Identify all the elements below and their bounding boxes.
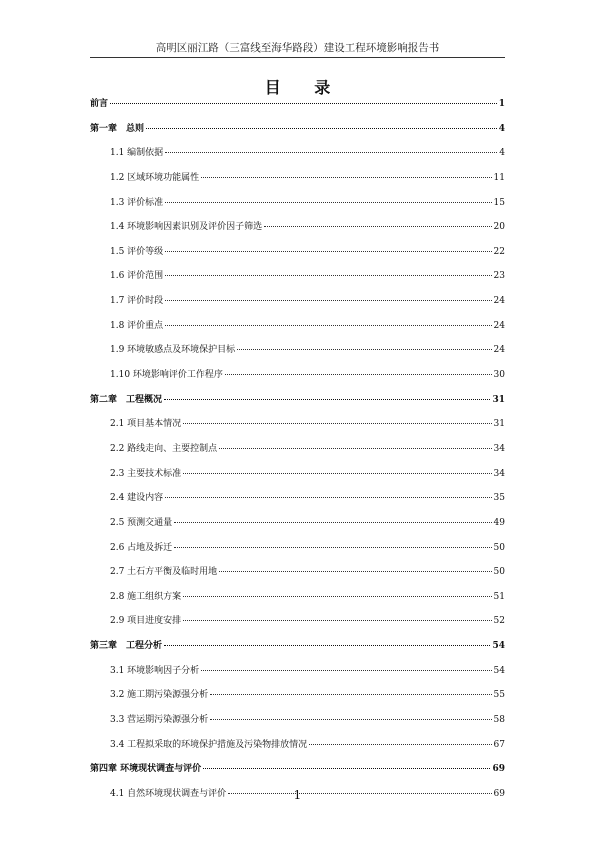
toc-dot-leader: [165, 497, 491, 498]
toc-entry-page: 51: [493, 591, 505, 602]
toc-entry-label: 1.1 编制依据: [110, 148, 164, 159]
toc-dot-leader: [210, 694, 491, 695]
toc-entry-page: 30: [493, 370, 505, 381]
toc-dot-leader: [183, 620, 491, 621]
toc-dot-leader: [183, 596, 491, 597]
toc-dot-leader: [165, 202, 491, 203]
toc-entry[interactable]: [90, 466, 505, 491]
toc-entry-label: 1.7 评价时段: [110, 296, 164, 307]
toc-dot-leader: [165, 275, 491, 276]
toc-entry-page: 58: [493, 715, 505, 726]
toc-entry-page: 20: [493, 222, 505, 233]
toc-entry-page: 4: [498, 123, 505, 134]
toc-dot-leader: [183, 473, 491, 474]
toc-entry[interactable]: [90, 663, 505, 688]
toc-entry-page: 22: [493, 246, 505, 257]
toc-entry[interactable]: [90, 244, 505, 269]
toc-dot-leader: [164, 399, 490, 400]
toc-entry[interactable]: [90, 195, 505, 220]
toc-entry[interactable]: [90, 145, 505, 170]
toc-dot-leader: [165, 251, 491, 252]
toc-entry[interactable]: [90, 490, 505, 515]
toc-entry-page: 11: [493, 172, 505, 183]
toc-entry-label: 2.9 项目进度安排: [110, 616, 182, 627]
toc-entry-page: 54: [493, 665, 505, 676]
toc-dot-leader: [165, 300, 491, 301]
toc-dot-leader: [146, 128, 497, 129]
toc-entry-page: 50: [493, 542, 505, 553]
toc-entry-label: 1.2 区域环境功能属性: [110, 172, 200, 183]
toc-entry-label: 2.2 路线走向、主要控制点: [110, 443, 218, 454]
toc-entry-page: 50: [493, 567, 505, 578]
toc-entry-label: 3.3 营运期污染源强分析: [110, 715, 209, 726]
toc-dot-leader: [201, 177, 491, 178]
page-title: 目 录: [264, 78, 345, 97]
toc-entry-page: 31: [493, 419, 505, 430]
toc-entry[interactable]: [90, 589, 505, 614]
toc-entry[interactable]: [90, 293, 505, 318]
toc-entry[interactable]: [90, 761, 505, 786]
toc-entry[interactable]: [90, 367, 505, 392]
toc-entry-page: 24: [493, 296, 505, 307]
toc-entry[interactable]: [90, 342, 505, 367]
toc-entry-label: 1.5 评价等级: [110, 246, 164, 257]
toc-entry[interactable]: [90, 564, 505, 589]
toc-entry[interactable]: [90, 441, 505, 466]
toc-entry-page: 35: [493, 493, 505, 504]
toc-dot-leader: [110, 103, 497, 104]
toc-entry-label: 1.3 评价标准: [110, 197, 164, 208]
toc-entry-page: 67: [493, 739, 505, 750]
toc-entry-label: 第二章 工程概况: [90, 394, 163, 405]
toc-entry-page: 23: [493, 271, 505, 282]
toc-entry-label: 2.5 预测交通量: [110, 517, 173, 528]
toc-dot-leader: [264, 226, 491, 227]
toc-dot-leader: [165, 325, 491, 326]
toc-entry[interactable]: [90, 96, 505, 121]
toc-dot-leader: [164, 645, 490, 646]
toc-entry-page: 24: [493, 345, 505, 356]
toc-entry-page: 34: [493, 468, 505, 479]
running-header: 高明区丽江路（三富线至海华路段）建设工程环境影响报告书: [155, 42, 440, 54]
toc-entry[interactable]: [90, 687, 505, 712]
toc-entry[interactable]: [90, 121, 505, 146]
toc-entry-label: 3.1 环境影响因子分析: [110, 665, 200, 676]
toc-dot-leader: [210, 719, 491, 720]
toc-dot-leader: [174, 547, 491, 548]
toc-entry[interactable]: [90, 515, 505, 540]
table-of-contents: [90, 96, 505, 811]
toc-entry-label: 2.1 项目基本情况: [110, 419, 182, 430]
toc-entry[interactable]: [90, 613, 505, 638]
toc-entry-label: 2.8 施工组织方案: [110, 591, 182, 602]
toc-entry[interactable]: [90, 392, 505, 417]
toc-entry-label: 2.4 建设内容: [110, 493, 164, 504]
toc-entry-page: 34: [493, 443, 505, 454]
toc-dot-leader: [309, 744, 491, 745]
toc-entry-label: 2.3 主要技术标准: [110, 468, 182, 479]
toc-entry-label: 4.1 自然环境现状调查与评价: [110, 788, 227, 799]
toc-entry-page: 52: [493, 616, 505, 627]
toc-entry-label: 1.10 环境影响评价工作程序: [110, 370, 223, 381]
toc-dot-leader: [219, 448, 491, 449]
toc-entry[interactable]: [90, 638, 505, 663]
toc-entry-label: 1.9 环境敏感点及环境保护目标: [110, 345, 236, 356]
toc-entry-label: 1.8 评价重点: [110, 320, 164, 331]
toc-dot-leader: [237, 349, 491, 350]
toc-entry-page: 69: [493, 788, 505, 799]
toc-entry-page: 4: [499, 148, 505, 159]
toc-entry[interactable]: [90, 318, 505, 343]
toc-dot-leader: [183, 423, 491, 424]
toc-entry[interactable]: [90, 540, 505, 565]
toc-entry-page: 24: [493, 320, 505, 331]
toc-entry-label: 第三章 工程分析: [90, 641, 163, 652]
toc-dot-leader: [203, 768, 490, 769]
toc-entry[interactable]: [90, 219, 505, 244]
toc-entry-label: 第四章 环境现状调查与评价: [90, 764, 202, 775]
toc-dot-leader: [225, 374, 492, 375]
toc-entry-page: 54: [492, 641, 505, 652]
toc-entry-label: 2.7 土石方平衡及临时用地: [110, 567, 218, 578]
toc-entry[interactable]: [90, 268, 505, 293]
toc-entry-page: 55: [493, 690, 505, 701]
toc-dot-leader: [201, 670, 491, 671]
toc-entry-page: 49: [493, 517, 505, 528]
toc-entry-label: 1.4 环境影响因素识别及评价因子筛选: [110, 222, 263, 233]
toc-entry[interactable]: [90, 737, 505, 762]
header-rule: [90, 57, 505, 58]
toc-entry-page: 15: [493, 197, 505, 208]
toc-entry-label: 3.2 施工期污染源强分析: [110, 690, 209, 701]
toc-entry-label: 3.4 工程拟采取的环境保护措施及污染物排放情况: [110, 739, 308, 750]
toc-entry-page: 31: [492, 394, 505, 405]
toc-entry-label: 第一章 总则: [90, 123, 145, 134]
toc-dot-leader: [219, 571, 491, 572]
toc-entry-page: 1: [498, 99, 505, 109]
toc-dot-leader: [174, 522, 491, 523]
toc-entry-label: 1.6 评价范围: [110, 271, 164, 282]
toc-entry-label: 2.6 占地及拆迁: [110, 542, 173, 553]
toc-dot-leader: [165, 152, 497, 153]
toc-entry-page: 69: [492, 764, 505, 775]
toc-entry-label: 前言: [90, 99, 109, 109]
toc-entry[interactable]: [90, 170, 505, 195]
toc-entry[interactable]: [90, 712, 505, 737]
toc-entry[interactable]: [90, 416, 505, 441]
page-number: 1: [293, 788, 302, 802]
